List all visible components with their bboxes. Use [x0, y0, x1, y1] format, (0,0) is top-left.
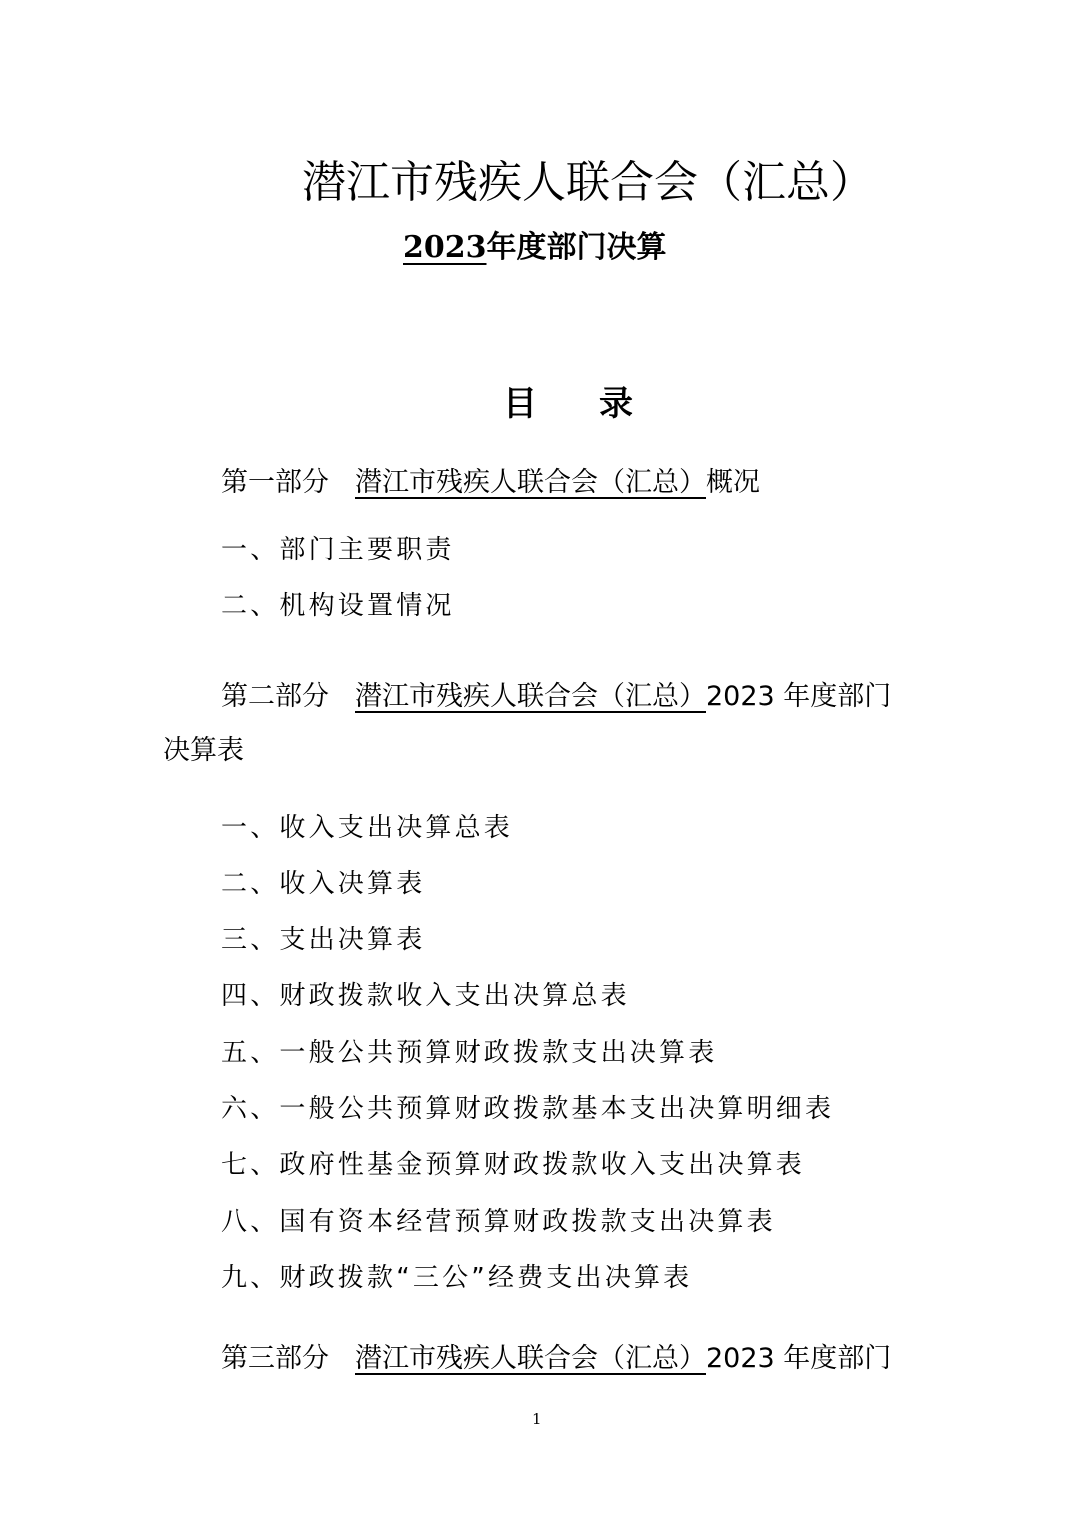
- toc-item[interactable]: 四、财政拨款收入支出决算总表: [221, 981, 630, 1011]
- toc-part-2-entity: 潜江市残疾人联合会（汇总）: [355, 681, 706, 712]
- toc-part-2-suffix: 2023 年度部门: [706, 681, 892, 712]
- toc-part-1-suffix: 概况: [706, 467, 760, 498]
- toc-item[interactable]: 八、国有资本经营预算财政拨款支出决算表: [221, 1207, 776, 1237]
- toc-item[interactable]: 七、政府性基金预算财政拨款收入支出决算表: [221, 1150, 806, 1180]
- toc-part-2-label: 第二部分: [221, 681, 329, 712]
- toc-item[interactable]: 二、收入决算表: [221, 869, 426, 899]
- toc-part-2[interactable]: [221, 674, 891, 713]
- document-title: 潜江市残疾人联合会（汇总）: [302, 157, 874, 208]
- page-number: 1: [532, 1410, 542, 1428]
- toc-item[interactable]: 五、一般公共预算财政拨款支出决算表: [221, 1038, 718, 1068]
- toc-part-3-entity: 潜江市残疾人联合会（汇总）: [355, 1343, 706, 1374]
- toc-part-1[interactable]: [221, 460, 760, 499]
- toc-item[interactable]: 六、一般公共预算财政拨款基本支出决算明细表: [221, 1094, 835, 1124]
- toc-part-3-label: 第三部分: [221, 1343, 329, 1374]
- toc-item[interactable]: 一、收入支出决算总表: [221, 813, 514, 843]
- toc-part-3-suffix: 2023 年度部门: [706, 1343, 892, 1374]
- toc-part-2-continuation[interactable]: 决算表: [163, 735, 244, 766]
- toc-heading: 目录: [503, 384, 695, 424]
- toc-item[interactable]: 九、财政拨款“三公”经费支出决算表: [221, 1263, 693, 1293]
- subtitle-text: 年度部门决算: [486, 230, 667, 265]
- toc-part-1-label: 第一部分: [221, 467, 329, 498]
- toc-part-3[interactable]: [221, 1336, 891, 1375]
- toc-item[interactable]: 二、机构设置情况: [221, 591, 455, 621]
- document-subtitle: [403, 222, 667, 266]
- subtitle-year: 2023: [403, 230, 487, 265]
- toc-item[interactable]: 一、部门主要职责: [221, 535, 455, 565]
- toc-part-1-entity: 潜江市残疾人联合会（汇总）: [355, 467, 706, 498]
- toc-item[interactable]: 三、支出决算表: [221, 925, 426, 955]
